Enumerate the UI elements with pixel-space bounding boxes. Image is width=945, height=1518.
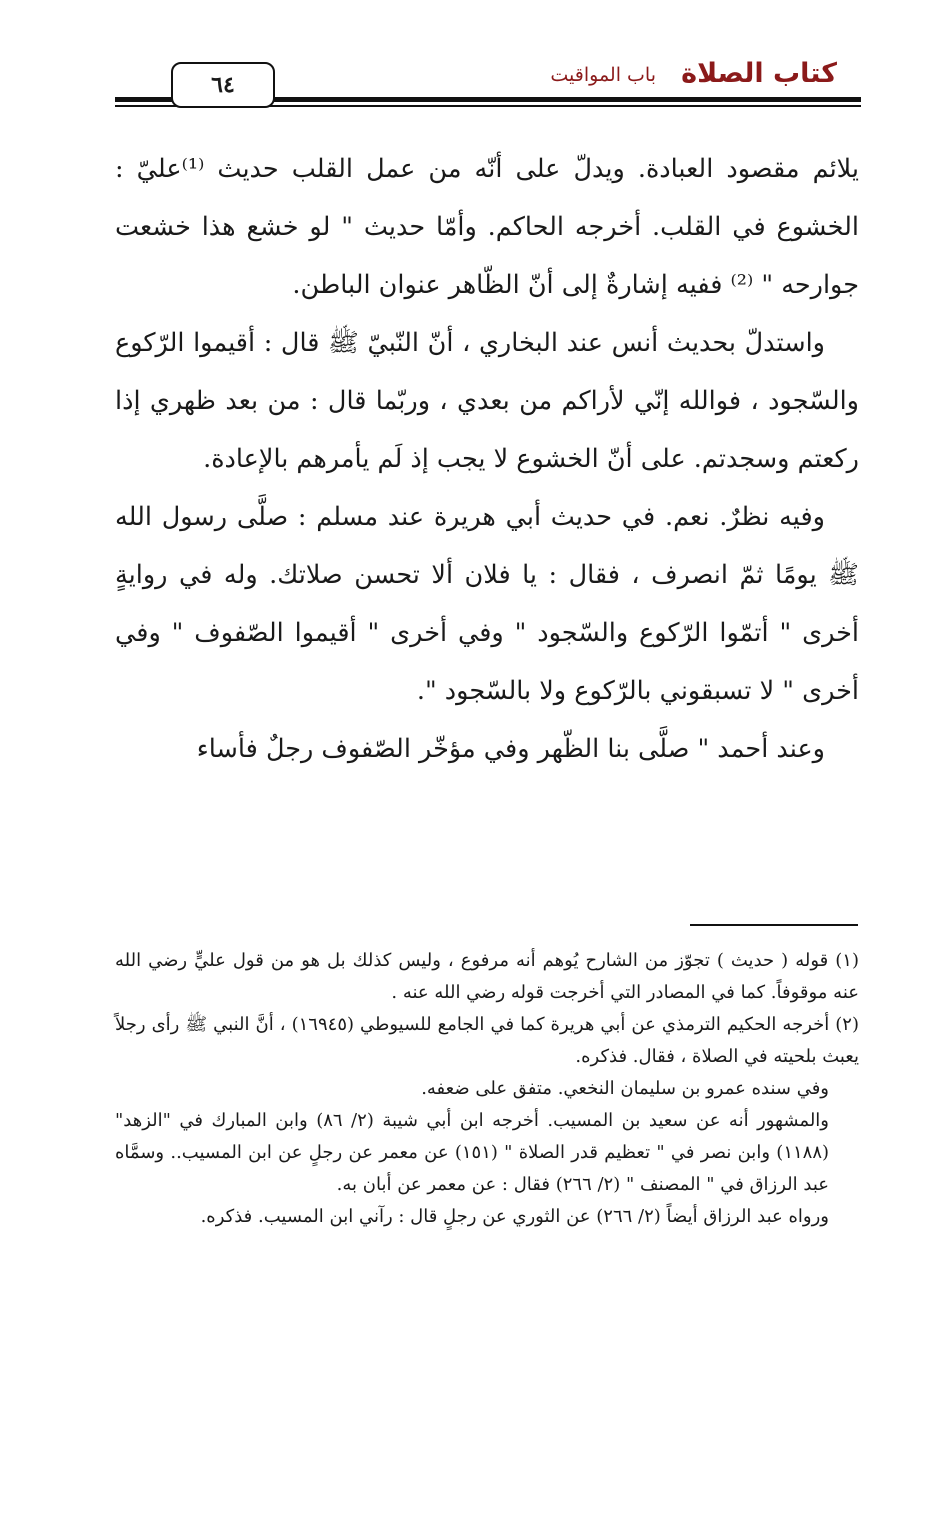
page-header [115, 52, 861, 112]
paragraph-4: وعند أحمد " صلَّى بنا الظّهر وفي مؤخّر الصّفوف رجلٌ فأساء [196, 734, 825, 764]
page-number: ٦٤ [171, 62, 275, 108]
footnote-2-line-2: وفي سنده عمرو بن سليمان النخعي. متفق على ضعفه. [421, 1078, 829, 1099]
paragraph-1: يلائم مقصود العبادة. ويدلّ على أنّه من عمل القلب حديث ⁽¹⁾عليّ : الخشوع في القلب. أخرجه الحاكم. وأمّا حديث " لو خشع هذا خشعت جوارحه " ⁽²⁾ ففيه إشارةٌ إلى أنّ الظّاهر عنوان الباطن. [115, 154, 859, 300]
footnote-2: (٢) أخرجه الحكيم الترمذي عن أبي هريرة كما في الجامع للسيوطي (١٦٩٤٥) ، أنَّ النبي ﷺ رأى رجلاً يعبث بلحيته في الصلاة ، فقال. فذكره. [115, 1014, 859, 1067]
paragraph-2: واستدلّ بحديث أنس عند البخاري ، أنّ النّبيّ ﷺ قال : أقيموا الرّكوع والسّجود ، فوالله إنّي لأراكم من بعدي ، وربّما قال : من بعد ظهري إذا ركعتم وسجدتم. على أنّ الخشوع لا يجب إذ لَم يأمرهم بالإعادة. [115, 328, 859, 474]
footnote-separator [690, 924, 858, 926]
footnote-2-line-4: ورواه عبد الرزاق أيضاً (٢/ ٢٦٦) عن الثوري عن رجلٍ قال : رآني ابن المسيب. فذكره. [200, 1206, 829, 1227]
chapter-title: باب المواقيت [550, 64, 656, 86]
paragraph-3: وفيه نظرٌ. نعم. في حديث أبي هريرة عند مسلم : صلَّى رسول الله ﷺ يومًا ثمّ انصرف ، فقال : يا فلان ألا تحسن صلاتك. وله في روايةٍ أخرى " أتمّوا الرّكوع والسّجود " وفي أخرى " أقيموا الصّفوف " وفي أخرى " لا تسبقوني بالرّكوع ولا بالسّجود ". [115, 502, 859, 706]
book-title: كتاب الصلاة [681, 58, 837, 89]
footnotes [115, 945, 859, 1233]
footnote-2-line-3: والمشهور أنه عن سعيد بن المسيب. أخرجه ابن أبي شيبة (٢/ ٨٦) وابن المبارك في "الزهد" (١١٨٨) وابن نصر في " تعظيم قدر الصلاة " (١٥١) عن معمر عن رجلٍ عن ابن المسيب.. وسمَّاه عبد الرزاق في " المصنف " (٢/ ٢٦٦) فقال : عن معمر عن أبان به. [115, 1110, 830, 1195]
main-text [115, 140, 859, 778]
footnote-1: (١) قوله ( حديث ) تجوّز من الشارح يُوهم أنه مرفوع ، وليس كذلك بل هو من قول عليٍّ رضي الله عنه موقوفاً. كما في المصادر التي أخرجت قوله رضي الله عنه . [115, 950, 859, 1003]
